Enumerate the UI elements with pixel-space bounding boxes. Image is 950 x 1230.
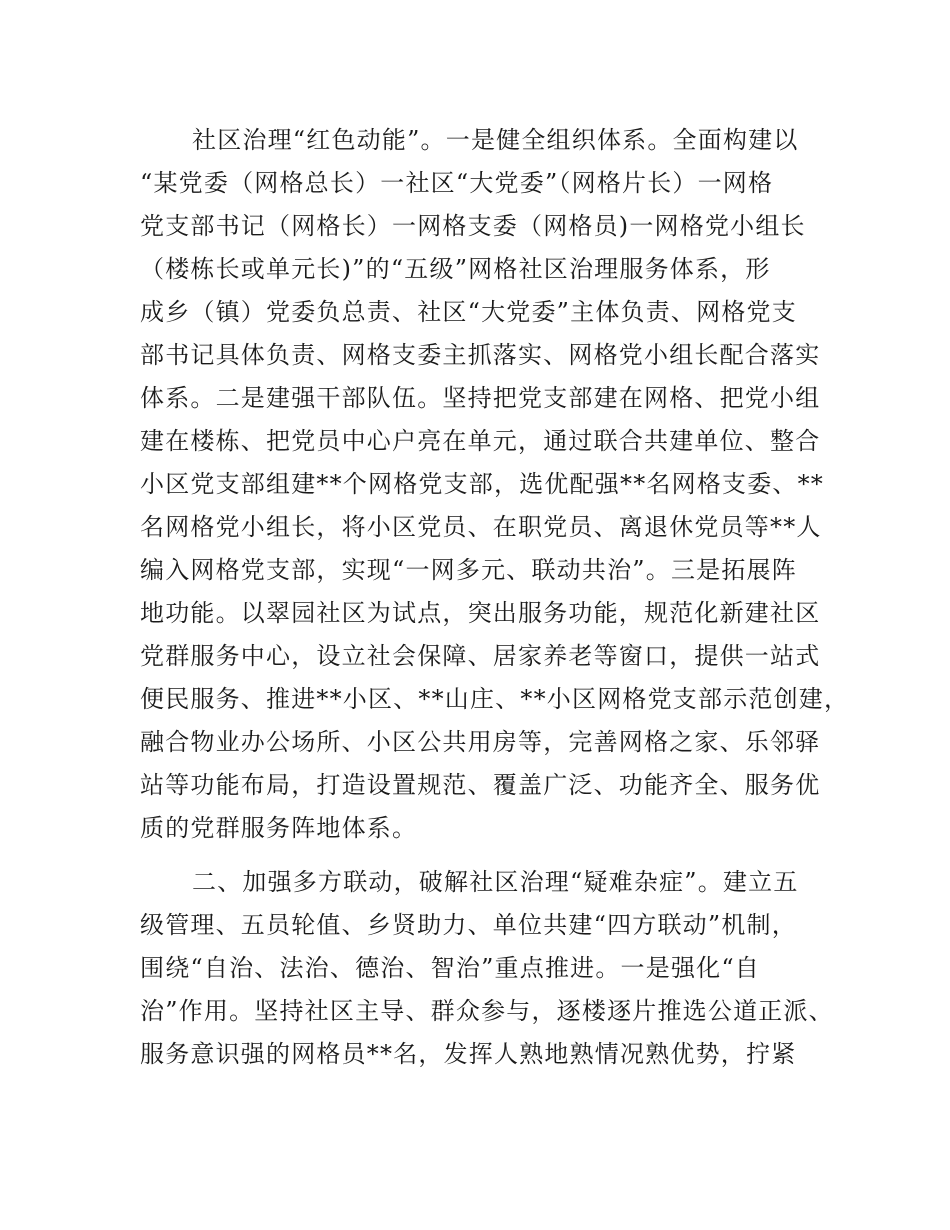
paragraph-2-line-2: 级管理、五员轮值、乡贤助力、单位共建“四方联动”机制，	[140, 911, 797, 939]
paragraph-1-line-8: 建在楼栋、把党员中心户亮在单元，通过联合共建单位、整合	[140, 427, 821, 455]
paragraph-1-line-5: 成乡（镇）党委负总责、社区“大党委”主体负责、网格党支	[140, 298, 797, 326]
paragraph-1-line-12: 地功能。以翠园社区为试点，突出服务功能，规范化新建社区	[140, 599, 821, 627]
paragraph-1-line-1: 社区治理“红色动能”。一是健全组织体系。全面构建以	[192, 126, 799, 154]
paragraph-1-line-15: 融合物业办公场所、小区公共用房等，完善网格之家、乐邻驿	[140, 728, 821, 756]
paragraph-1-line-7: 体系。二是建强干部队伍。坚持把党支部建在网格、把党小组	[140, 384, 821, 412]
paragraph-1-line-11: 编入网格党支部，实现“一网多元、联动共治”。三是拓展阵	[140, 556, 797, 584]
paragraph-2-line-3: 围绕“自治、法治、德治、智治”重点推进。一是强化“自	[140, 954, 761, 982]
paragraph-1-line-3: 党支部书记（网格长）一网格支委（网格员)一网格党小组长	[140, 212, 806, 240]
paragraph-1-line-16: 站等功能布局，打造设置规范、覆盖广泛、功能齐全、服务优	[140, 771, 821, 799]
paragraph-1-line-2: “某党委（网格总长）一社区“大党委”（网格片长）一网格	[140, 169, 774, 197]
paragraph-1-line-4: （楼栋长或单元长)”的“五级”网格社区治理服务体系，形	[140, 255, 771, 283]
paragraph-2-line-4: 治”作用。坚持社区主导、群众参与，逐楼逐片推选公道正派、	[140, 997, 834, 1025]
paragraph-2-line-1: 二、加强多方联动，破解社区治理“疑难杂症”。建立五	[192, 868, 799, 896]
paragraph-1-line-13: 党群服务中心，设立社会保障、居家养老等窗口，提供一站式	[140, 642, 821, 670]
paragraph-1-line-10: 名网格党小组长，将小区党员、在职党员、离退休党员等**人	[140, 513, 822, 541]
paragraph-1-line-6: 部书记具体负责、网格支委主抓落实、网格党小组长配合落实	[140, 341, 821, 369]
paragraph-2-line-5: 服务意识强的网格员**名，发挥人熟地熟情况熟优势，拧紧	[140, 1040, 797, 1068]
paragraph-1-line-14: 便民服务、推进**小区、**山庄、**小区网格党支部示范创建，	[140, 685, 850, 713]
paragraph-1-line-17: 质的党群服务阵地体系。	[140, 814, 418, 842]
paragraph-1-line-9: 小区党支部组建**个网格党支部，选优配强**名网格支委、**	[140, 470, 824, 498]
